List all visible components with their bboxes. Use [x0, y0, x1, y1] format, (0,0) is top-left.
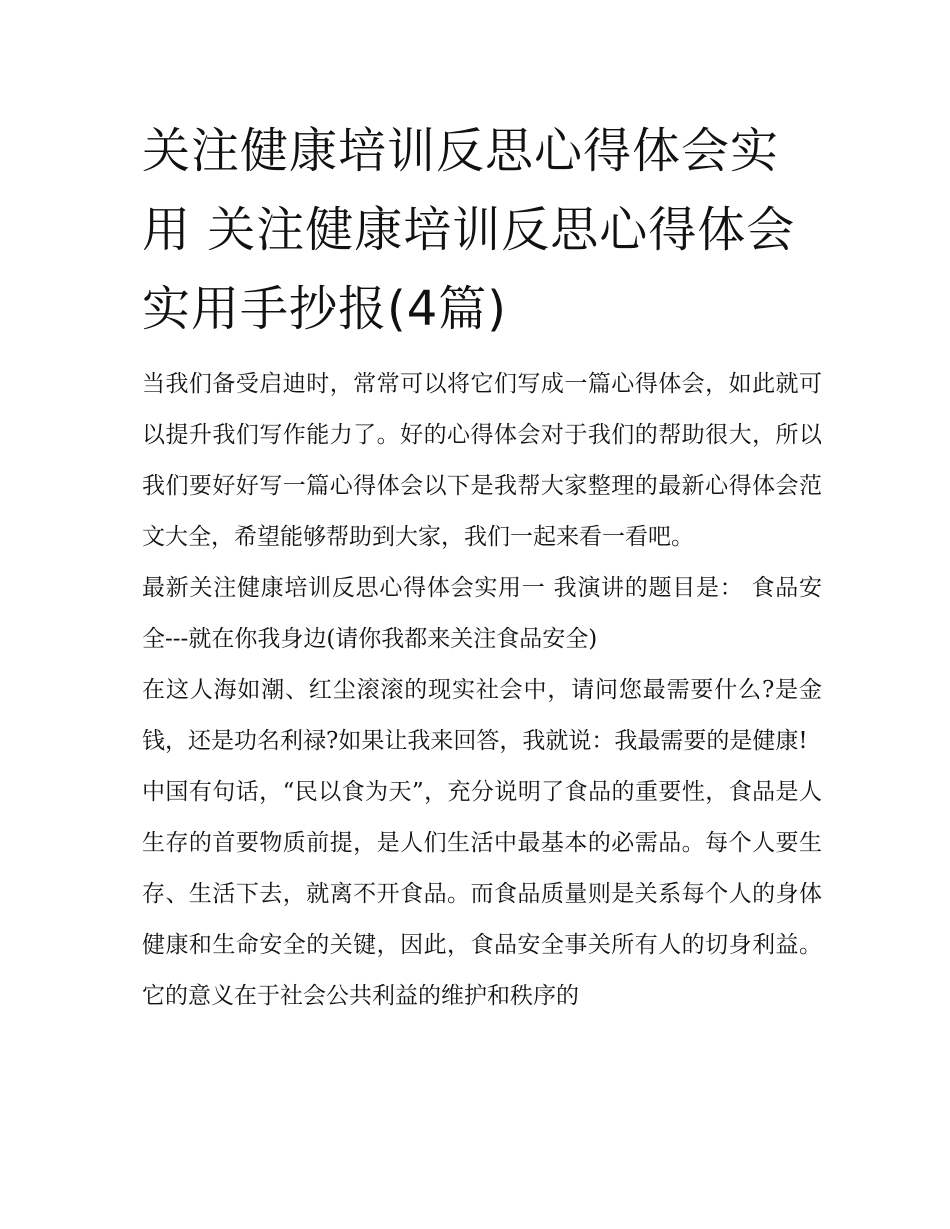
- document-body: [142, 359, 822, 1022]
- paragraph-intro: 当我们备受启迪时，常常可以将它们写成一篇心得体会，如此就可以提升我们写作能力了。好的心得体会对于我们的帮助很大，所以我们要好好写一篇心得体会以下是我帮大家整理的最新心得体会范文大全，希望能够帮助到大家，我们一起来看一看吧。: [142, 371, 822, 550]
- paragraph-speech-topic: 最新关注健康培训反思心得体会实用一 我演讲的题目是： 食品安全---就在你我身边(请你我都来关注食品安全): [142, 575, 822, 652]
- paragraph-food-importance: 中国有句话，“民以食为天”，充分说明了食品的重要性，食品是人生存的首要物质前提，是人们生活中最基本的必需品。每个人要生存、生活下去，就离不开食品。而食品质量则是关系每个人的身体健康和生命安全的关键，因此，食品安全事关所有人的切身利益。它的意义在于社会公共利益的维护和秩序的: [142, 779, 822, 1009]
- document-page: [142, 112, 822, 1022]
- paragraph-health-question: 在这人海如潮、红尘滚滚的现实社会中，请问您最需要什么?是金钱，还是功名利禄?如果让我来回答，我就说：我最需要的是健康!: [142, 677, 822, 754]
- document-title: 关注健康培训反思心得体会实用 关注健康培训反思心得体会实用手抄报(4篇): [142, 123, 796, 337]
